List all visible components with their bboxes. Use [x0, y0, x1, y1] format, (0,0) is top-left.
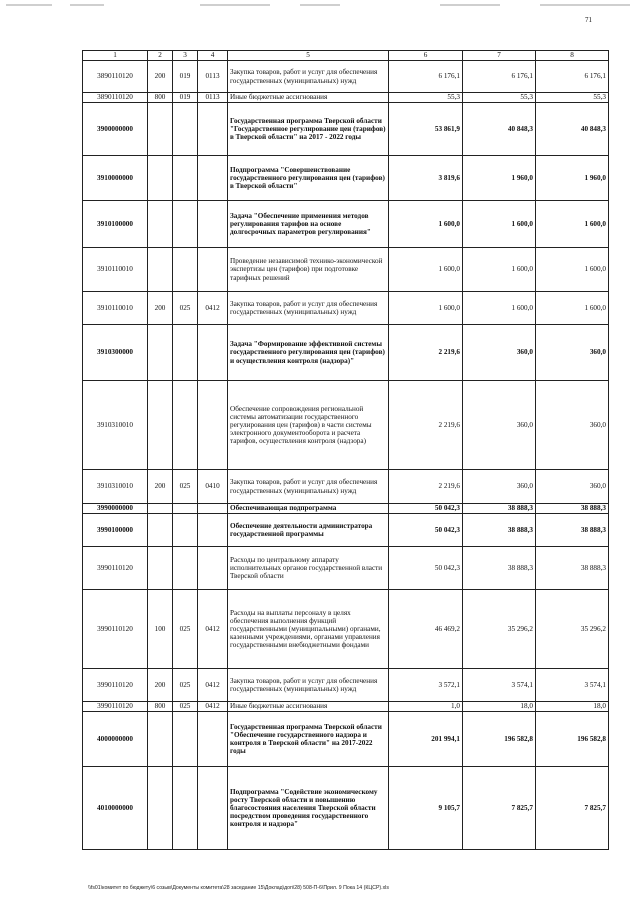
code-cell: 3910100000	[83, 201, 148, 248]
table-row	[83, 470, 609, 504]
table-body	[83, 61, 609, 850]
file-path-footer: \\fs01\комитет по бюджету\6 созыв\Документы комитета\28 заседание 15\Доклад\доп\28) 508-П-6\Прил. 9 Пока 14 (КЦСР).xls	[88, 885, 389, 891]
expense-type-cell: 100	[148, 590, 173, 669]
code-cell: 3900000000	[83, 103, 148, 156]
amount-year3-cell: 40 848,3	[536, 103, 609, 156]
section-cell: 0410	[198, 470, 228, 504]
scan-top-artifact	[0, 4, 640, 10]
section-cell	[198, 504, 228, 514]
amount-year2-cell: 6 176,1	[463, 61, 536, 93]
department-cell: 019	[173, 93, 198, 103]
budget-table	[82, 50, 609, 850]
code-cell: 3910110010	[83, 292, 148, 325]
description-cell: Закупка товаров, работ и услуг для обеспечения государственных (муниципальных) нужд	[228, 669, 389, 702]
code-cell: 3890110120	[83, 61, 148, 93]
table-row	[83, 156, 609, 201]
description-cell: Государственная программа Тверской области "Государственное регулирование цен (тарифов) в Тверской области" на 2017 - 2022 годы	[228, 103, 389, 156]
amount-year2-cell: 360,0	[463, 381, 536, 470]
description-cell: Задача "Обеспечение применения методов регулирования тарифов на основе долгосрочных параметров регулирования"	[228, 201, 389, 248]
table-row	[83, 547, 609, 590]
amount-year1-cell: 50 042,3	[389, 547, 463, 590]
amount-year3-cell: 55,3	[536, 93, 609, 103]
amount-year3-cell: 196 582,8	[536, 712, 609, 767]
code-cell: 3910110010	[83, 248, 148, 292]
expense-type-cell	[148, 103, 173, 156]
code-cell: 3910000000	[83, 156, 148, 201]
section-cell: 0113	[198, 93, 228, 103]
code-cell: 4000000000	[83, 712, 148, 767]
table-row	[83, 292, 609, 325]
amount-year2-cell: 35 296,2	[463, 590, 536, 669]
table-row	[83, 248, 609, 292]
amount-year3-cell: 1 600,0	[536, 292, 609, 325]
section-cell	[198, 325, 228, 381]
amount-year3-cell: 35 296,2	[536, 590, 609, 669]
code-cell: 3910300000	[83, 325, 148, 381]
table-row	[83, 103, 609, 156]
amount-year2-cell: 7 825,7	[463, 767, 536, 850]
table-row	[83, 712, 609, 767]
expense-type-cell	[148, 201, 173, 248]
amount-year2-cell: 360,0	[463, 325, 536, 381]
amount-year2-cell: 38 888,3	[463, 547, 536, 590]
expense-type-cell	[148, 504, 173, 514]
amount-year3-cell: 1 600,0	[536, 248, 609, 292]
section-cell	[198, 201, 228, 248]
department-cell: 025	[173, 470, 198, 504]
amount-year3-cell: 360,0	[536, 325, 609, 381]
table-row	[83, 381, 609, 470]
amount-year3-cell: 360,0	[536, 381, 609, 470]
description-cell: Закупка товаров, работ и услуг для обеспечения государственных (муниципальных) нужд	[228, 61, 389, 93]
amount-year1-cell: 3 572,1	[389, 669, 463, 702]
description-cell: Закупка товаров, работ и услуг для обеспечения государственных (муниципальных) нужд	[228, 470, 389, 504]
description-cell: Подпрограмма "Содействие экономическому росту Тверской области и повышению благосостояния населения Тверской области посредством проведения государственного контроля и надзора"	[228, 767, 389, 850]
amount-year2-cell: 1 600,0	[463, 248, 536, 292]
department-cell	[173, 325, 198, 381]
section-cell	[198, 103, 228, 156]
department-cell	[173, 504, 198, 514]
section-cell	[198, 767, 228, 850]
expense-type-cell	[148, 248, 173, 292]
table-row	[83, 325, 609, 381]
section-cell	[198, 547, 228, 590]
amount-year2-cell: 1 960,0	[463, 156, 536, 201]
section-cell: 0412	[198, 669, 228, 702]
expense-type-cell: 200	[148, 292, 173, 325]
department-cell: 025	[173, 292, 198, 325]
amount-year1-cell: 6 176,1	[389, 61, 463, 93]
department-cell	[173, 103, 198, 156]
amount-year1-cell: 46 469,2	[389, 590, 463, 669]
amount-year1-cell: 55,3	[389, 93, 463, 103]
amount-year2-cell: 360,0	[463, 470, 536, 504]
expense-type-cell	[148, 712, 173, 767]
amount-year1-cell: 1 600,0	[389, 201, 463, 248]
column-header: 7	[463, 51, 536, 61]
section-cell: 0412	[198, 702, 228, 712]
department-cell: 025	[173, 669, 198, 702]
amount-year3-cell: 3 574,1	[536, 669, 609, 702]
table-row	[83, 767, 609, 850]
department-cell	[173, 156, 198, 201]
table-row	[83, 61, 609, 93]
expense-type-cell	[148, 381, 173, 470]
amount-year1-cell: 1 600,0	[389, 292, 463, 325]
description-cell: Задача "Формирование эффективной системы государственного регулирования цен (тарифов) и осуществления контроля (надзора)"	[228, 325, 389, 381]
amount-year1-cell: 2 219,6	[389, 325, 463, 381]
table-row	[83, 669, 609, 702]
description-cell: Обеспечение деятельности администратора государственной программы	[228, 514, 389, 547]
section-cell	[198, 712, 228, 767]
department-cell: 025	[173, 702, 198, 712]
table-row	[83, 590, 609, 669]
department-cell	[173, 514, 198, 547]
description-cell: Подпрограмма "Совершенствование государственного регулирования цен (тарифов) в Тверской области"	[228, 156, 389, 201]
amount-year3-cell: 6 176,1	[536, 61, 609, 93]
header-row	[83, 51, 609, 61]
section-cell: 0412	[198, 292, 228, 325]
amount-year2-cell: 1 600,0	[463, 201, 536, 248]
amount-year2-cell: 18,0	[463, 702, 536, 712]
amount-year2-cell: 55,3	[463, 93, 536, 103]
amount-year3-cell: 1 960,0	[536, 156, 609, 201]
amount-year2-cell: 196 582,8	[463, 712, 536, 767]
expense-type-cell	[148, 547, 173, 590]
expense-type-cell	[148, 767, 173, 850]
expense-type-cell: 200	[148, 669, 173, 702]
code-cell: 3990110120	[83, 590, 148, 669]
table-row	[83, 514, 609, 547]
code-cell: 3990100000	[83, 514, 148, 547]
amount-year1-cell: 2 219,6	[389, 470, 463, 504]
amount-year2-cell: 3 574,1	[463, 669, 536, 702]
department-cell	[173, 712, 198, 767]
section-cell: 0113	[198, 61, 228, 93]
expense-type-cell	[148, 514, 173, 547]
expense-type-cell	[148, 156, 173, 201]
amount-year2-cell: 38 888,3	[463, 504, 536, 514]
column-header: 6	[389, 51, 463, 61]
column-header: 2	[148, 51, 173, 61]
column-header: 5	[228, 51, 389, 61]
amount-year1-cell: 9 105,7	[389, 767, 463, 850]
amount-year3-cell: 38 888,3	[536, 514, 609, 547]
column-header: 1	[83, 51, 148, 61]
department-cell: 019	[173, 61, 198, 93]
description-cell: Обеспечивающая подпрограмма	[228, 504, 389, 514]
amount-year3-cell: 38 888,3	[536, 547, 609, 590]
amount-year1-cell: 2 219,6	[389, 381, 463, 470]
department-cell: 025	[173, 590, 198, 669]
expense-type-cell: 200	[148, 470, 173, 504]
description-cell: Закупка товаров, работ и услуг для обеспечения государственных (муниципальных) нужд	[228, 292, 389, 325]
section-cell: 0412	[198, 590, 228, 669]
department-cell	[173, 381, 198, 470]
department-cell	[173, 767, 198, 850]
table-row	[83, 702, 609, 712]
amount-year2-cell: 1 600,0	[463, 292, 536, 325]
description-cell: Расходы на выплаты персоналу в целях обеспечения выполнения функций государственными (муниципальными) органами, казенными учреждениями, органами управления государственными внебюджетными фондами	[228, 590, 389, 669]
amount-year1-cell: 201 994,1	[389, 712, 463, 767]
amount-year1-cell: 53 861,9	[389, 103, 463, 156]
table-row	[83, 93, 609, 103]
code-cell: 3990000000	[83, 504, 148, 514]
table-row	[83, 201, 609, 248]
section-cell	[198, 248, 228, 292]
amount-year3-cell: 18,0	[536, 702, 609, 712]
expense-type-cell: 800	[148, 93, 173, 103]
description-cell: Иные бюджетные ассигнования	[228, 93, 389, 103]
amount-year3-cell: 38 888,3	[536, 504, 609, 514]
code-cell: 3910310010	[83, 470, 148, 504]
amount-year1-cell: 1 600,0	[389, 248, 463, 292]
page-number: 71	[585, 16, 592, 24]
expense-type-cell: 200	[148, 61, 173, 93]
description-cell: Проведение независимой технико-экономической экспертизы цен (тарифов) при подготовке тарифных решений	[228, 248, 389, 292]
column-header: 4	[198, 51, 228, 61]
amount-year3-cell: 1 600,0	[536, 201, 609, 248]
section-cell	[198, 381, 228, 470]
amount-year2-cell: 40 848,3	[463, 103, 536, 156]
code-cell: 3910310010	[83, 381, 148, 470]
code-cell: 4010000000	[83, 767, 148, 850]
department-cell	[173, 201, 198, 248]
amount-year1-cell: 1,0	[389, 702, 463, 712]
code-cell: 3990110120	[83, 669, 148, 702]
amount-year1-cell: 3 819,6	[389, 156, 463, 201]
description-cell: Обеспечение сопровождения региональной системы автоматизации государственного регулирования цен (тарифов) в части системы электронного документооборота и расчета тарифов, осуществления контроля (надзора)	[228, 381, 389, 470]
table-row	[83, 504, 609, 514]
section-cell	[198, 514, 228, 547]
description-cell: Расходы по центральному аппарату исполнительных органов государственной власти Тверской области	[228, 547, 389, 590]
expense-type-cell	[148, 325, 173, 381]
amount-year2-cell: 38 888,3	[463, 514, 536, 547]
amount-year3-cell: 7 825,7	[536, 767, 609, 850]
column-header: 3	[173, 51, 198, 61]
code-cell: 3890110120	[83, 93, 148, 103]
amount-year1-cell: 50 042,3	[389, 504, 463, 514]
column-header: 8	[536, 51, 609, 61]
code-cell: 3990110120	[83, 547, 148, 590]
description-cell: Иные бюджетные ассигнования	[228, 702, 389, 712]
department-cell	[173, 248, 198, 292]
section-cell	[198, 156, 228, 201]
description-cell: Государственная программа Тверской области "Обеспечение государственного надзора и контроля в Тверской области" на 2017-2022 годы	[228, 712, 389, 767]
department-cell	[173, 547, 198, 590]
amount-year1-cell: 50 042,3	[389, 514, 463, 547]
amount-year3-cell: 360,0	[536, 470, 609, 504]
code-cell: 3990110120	[83, 702, 148, 712]
expense-type-cell: 800	[148, 702, 173, 712]
